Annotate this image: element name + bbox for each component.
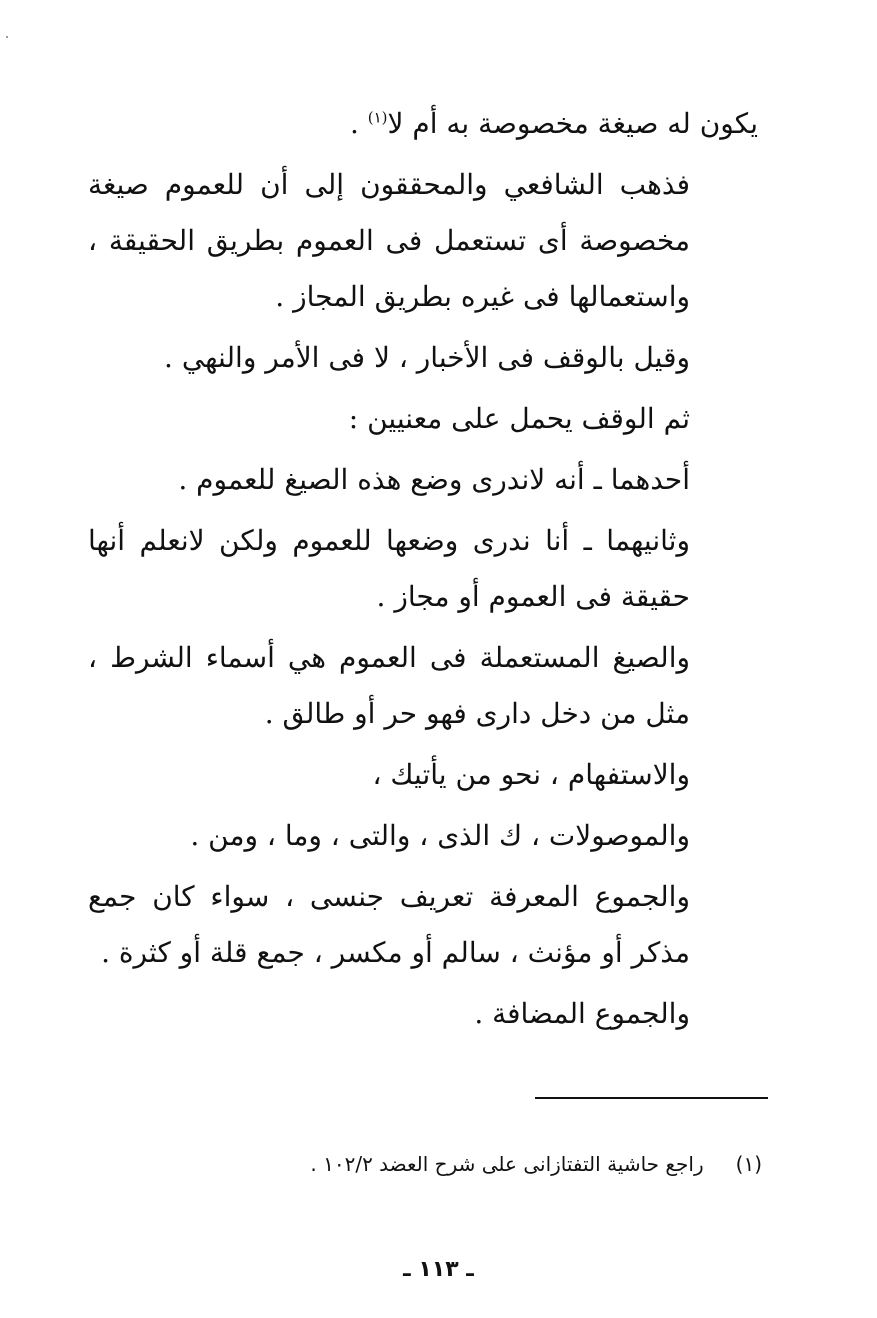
footnote-text: راجع حاشية التفتازانى على شرح العضد ١٠٢/٢ .	[310, 1152, 704, 1176]
paragraph-4: ثم الوقف يحمل على معنيين :	[348, 402, 690, 435]
paragraph-7: والصيغ المستعملة فى العموم هي أسماء الشرط ، مثل من دخل دارى فهو حر أو طالق .	[88, 641, 690, 730]
page-number: ـ ١١٣ ـ	[403, 1257, 474, 1282]
paragraph-5: أحدهما ـ أنه لاندرى وضع هذه الصيغ للعموم .	[178, 463, 690, 496]
footnote	[150, 1146, 762, 1182]
paragraph-9: والموصولات ، ك الذى ، والتى ، وما ، ومن .	[190, 819, 690, 852]
paragraph-1-text: يكون له صيغة مخصوصة به أم لا	[387, 107, 758, 140]
paragraph-6: وثانيهما ـ أنا ندرى وضعها للعموم ولكن لانعلم أنها حقيقة فى العموم أو مجاز .	[88, 524, 690, 613]
paragraph-1-end: .	[349, 107, 368, 140]
paragraph-3: وقيل بالوقف فى الأخبار ، لا فى الأمر والنهي .	[164, 341, 690, 374]
footnote-number: (١)	[735, 1152, 762, 1176]
scan-speck	[6, 36, 8, 38]
paragraph-10: والجموع المعرفة تعريف جنسى ، سواء كان جمع مذكر أو مؤنث ، سالم أو مكسر ، جمع قلة أو كثرة .	[88, 880, 690, 969]
footnote-separator	[535, 1097, 768, 1099]
paragraph-1	[88, 96, 758, 152]
paragraph-2: فذهب الشافعي والمحققون إلى أن للعموم صيغة مخصوصة أى تستعمل فى العموم بطريق الحقيقة ، واستعمالها فى غيره بطريق المجاز .	[88, 168, 690, 313]
paragraph-11: والجموع المضافة .	[474, 997, 690, 1030]
paragraph-8: والاستفهام ، نحو من يأتيك ،	[372, 758, 690, 791]
footnote-reference[interactable]: (١)	[367, 108, 388, 127]
main-text	[88, 96, 758, 1047]
